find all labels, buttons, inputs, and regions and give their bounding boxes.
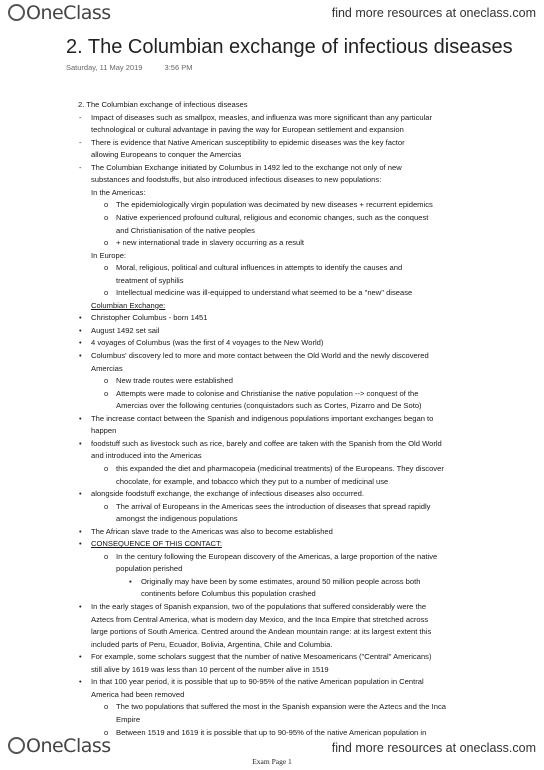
note-text: this expanded the diet and pharmacopeia (medicinal treatments) of the Europeans. They discover: [116, 463, 444, 473]
note-line: [79, 414, 433, 425]
bullet-marker: ▪: [129, 576, 132, 586]
note-line: [79, 602, 426, 613]
bullet-marker: •: [79, 602, 82, 611]
note-text: Amercias: [91, 363, 123, 373]
note-text: allowing Europeans to conquer the Amercias: [91, 150, 242, 160]
bullet-marker: •: [79, 526, 82, 536]
note-text: technological or cultural advantage in paving the way for European settlement and expansion: [91, 125, 404, 135]
note-line: [104, 702, 446, 713]
note-text: August 1492 set sail: [91, 325, 160, 335]
note-text: alongside foodstuff exchange, the exchange of infectious diseases also occurred.: [91, 489, 364, 499]
note-text: treatment of syphilis: [116, 275, 184, 285]
resources-link-bottom[interactable]: find more resources at oneclass.com: [331, 741, 536, 755]
note-line: [91, 175, 381, 186]
note-line: [91, 451, 202, 462]
note-text: 2. The Columbian exchange of infectious diseases: [78, 100, 248, 109]
note-text: chocolate, for example, and tobacco which they put to a number of medicinal use: [116, 476, 389, 486]
note-line: [104, 200, 433, 211]
bullet-marker: -: [79, 137, 82, 147]
bottom-banner: [0, 733, 544, 759]
note-line: [79, 439, 442, 450]
note-line: [79, 351, 429, 362]
note-line: [79, 113, 432, 124]
bullet-marker: •: [79, 313, 82, 323]
note-text: There is evidence that Native American susceptibility to epidemic diseases was the key factor: [91, 137, 405, 147]
bullet-marker: o: [104, 238, 109, 248]
bullet-marker: •: [79, 338, 82, 348]
note-text: Amercias over the following centuries (conquistadors such as Cortes, Pizarro and De Soto): [116, 401, 422, 411]
resources-link[interactable]: find more resources at oneclass.com: [331, 6, 536, 20]
note-line: [79, 652, 432, 663]
note-line: [79, 539, 222, 550]
note-text: Originally may have been by some estimates, around 50 million people across both: [141, 576, 421, 586]
note-line: [91, 364, 123, 375]
logo-ring-icon: [8, 737, 25, 754]
note-line: [91, 150, 241, 161]
note-text: In the early stages of Spanish expansion, two of the populations that suffered considerably were the: [91, 602, 427, 611]
note-line: [141, 589, 316, 600]
note-text: amongst the indigenous populations: [116, 514, 238, 524]
note-line: [79, 527, 333, 538]
note-text: New trade routes were established: [116, 376, 233, 386]
note-text: substances and foodstuffs, but also introduced infectious diseases to new populations:: [91, 175, 382, 185]
note-line: [91, 615, 428, 626]
oneclass-logo-bottom[interactable]: OneClass: [8, 735, 111, 757]
note-line: [104, 502, 430, 513]
note-text: In that 100 year period, it is possible that up to 90-95% of the native American population in Central: [91, 677, 424, 687]
page-date: Saturday, 11 May 2019: [66, 63, 143, 72]
note-line: [79, 489, 364, 500]
oneclass-logo[interactable]: OneClass: [8, 2, 111, 24]
note-line: [104, 552, 437, 563]
note-text: and Christianisation of the native peoples: [116, 225, 255, 235]
note-text: included parts of Peru, Ecuador, Bolivia, Argentina, Chile and Columbia.: [91, 639, 333, 649]
note-line: [79, 326, 159, 337]
note-line: [79, 138, 405, 149]
page-time: 3:56 PM: [164, 63, 193, 72]
note-line: [104, 213, 428, 224]
bullet-marker: •: [79, 351, 82, 360]
bullet-marker: o: [104, 212, 109, 222]
logo-ring-icon: [8, 4, 25, 21]
note-line: [116, 401, 422, 412]
bullet-marker: -: [79, 112, 82, 122]
note-text: In the Americas:: [91, 187, 146, 197]
note-text: foodstuff such as livestock such as rice, barely and coffee are taken with the Spanish from the Old World: [91, 438, 442, 448]
note-text: The epidemiologically virgin population was decimated by new diseases + recurrent epidemics: [116, 200, 433, 210]
bullet-marker: o: [104, 388, 109, 398]
note-text: Columbus' discovery led to more and more contact between the Old World and the newly discovered: [91, 351, 429, 360]
note-line: [91, 426, 116, 437]
note-line: [91, 301, 165, 312]
note-text: Between 1519 and 1619 it is possible that up to 90-95% of the native American population in: [116, 727, 427, 737]
note-text: Intellectual medicine was ill-equipped to understand what seemed to be a "new" disease: [116, 288, 413, 298]
note-line: [116, 514, 238, 525]
note-line: [91, 690, 184, 701]
page-meta: [66, 63, 212, 72]
note-line: [104, 238, 304, 249]
note-line: [91, 251, 126, 262]
note-text: Moral, religious, political and cultural influences in attempts to identify the causes and: [116, 263, 403, 273]
note-text: large portions of South America. Centred around the Andean mountain range: at its largest extent this: [91, 627, 432, 637]
note-line: [104, 389, 418, 400]
note-line: [104, 263, 402, 274]
page-footer: Exam Page 1: [252, 757, 292, 766]
note-line: [116, 477, 388, 488]
bullet-marker: o: [104, 501, 109, 511]
note-line: [116, 276, 184, 287]
note-line: [116, 715, 140, 726]
bullet-marker: o: [104, 200, 109, 210]
bullet-marker: -: [79, 162, 82, 172]
bullet-marker: •: [79, 413, 82, 423]
bullet-marker: •: [79, 438, 82, 448]
note-text: 4 voyages of Columbus (was the first of 4 voyages to the New World): [91, 338, 324, 348]
note-text: + new international trade in slavery occurring as a result: [116, 238, 305, 248]
bullet-marker: o: [104, 463, 109, 473]
note-text: Empire: [116, 714, 141, 724]
note-line: [129, 577, 420, 588]
note-text: happen: [91, 426, 117, 436]
bullet-marker: o: [104, 551, 109, 561]
top-banner: [0, 0, 544, 26]
note-line: [78, 100, 248, 111]
bullet-marker: •: [79, 652, 82, 662]
note-text: population perished: [116, 564, 183, 574]
note-line: [79, 313, 208, 324]
bullet-marker: o: [104, 376, 109, 386]
note-text: The African slave trade to the Americas was also to become established: [91, 526, 333, 536]
note-text: CONSEQUENCE OF THIS CONTACT:: [91, 539, 222, 549]
note-line: [91, 665, 329, 676]
note-text: The two populations that suffered the most in the Spanish expansion were the Aztecs and the Inca: [116, 702, 446, 712]
bullet-marker: o: [104, 702, 109, 712]
note-line: [79, 677, 424, 688]
note-text: The Columbian Exchange initiated by Columbus in 1492 led to the exchange not only of new: [91, 162, 402, 172]
note-text: Aztecs from Central America, what is modern day Mexico, and the Inca Empire that stretched across: [91, 614, 429, 624]
note-text: Christopher Columbus - born 1451: [91, 313, 208, 323]
note-line: [104, 464, 444, 475]
note-text: continents before Columbus this population crashed: [141, 589, 316, 599]
note-text: In Europe:: [91, 250, 127, 260]
bullet-marker: •: [79, 325, 82, 335]
page-title: 2. The Columbian exchange of infectious diseases: [66, 36, 513, 58]
bullet-marker: o: [104, 288, 109, 298]
note-text: The arrival of Europeans in the Americas sees the introduction of diseases that spread rapidly: [116, 501, 431, 511]
note-line: [91, 640, 332, 651]
note-line: [91, 627, 431, 638]
note-line: [116, 226, 255, 237]
note-text: In the century following the European discovery of the Americas, a large proportion of the native: [116, 551, 438, 561]
note-line: [116, 564, 182, 575]
bullet-marker: •: [79, 677, 82, 687]
bullet-marker: o: [104, 263, 109, 273]
note-text: Impact of diseases such as smallpox, measles, and influenza was more significant than any particular: [91, 112, 433, 122]
note-line: [104, 288, 412, 299]
note-text: The increase contact between the Spanish and indigenous populations important exchanges began to: [91, 413, 434, 423]
note-line: [91, 188, 145, 199]
bullet-marker: •: [79, 539, 82, 549]
note-text: For example, some scholars suggest that the number of native Mesoamericans ("Central" Americans): [91, 652, 432, 662]
note-text: and introduced into the Americas: [91, 451, 202, 461]
note-line: [79, 163, 402, 174]
note-line: [91, 125, 404, 136]
note-line: [104, 376, 233, 387]
bullet-marker: o: [104, 727, 109, 737]
note-text: Attempts were made to colonise and Christianise the native population --> conquest of the: [116, 388, 419, 398]
note-text: Columbian Exchange:: [91, 300, 166, 310]
bullet-marker: •: [79, 489, 82, 499]
note-text: America had been removed: [91, 689, 185, 699]
note-text: Native experienced profound cultural, religious and economic changes, such as the conquest: [116, 212, 429, 222]
note-text: still alive by 1619 was less than 10 percent of the number alive in 1519: [91, 664, 329, 674]
note-line: [79, 338, 323, 349]
